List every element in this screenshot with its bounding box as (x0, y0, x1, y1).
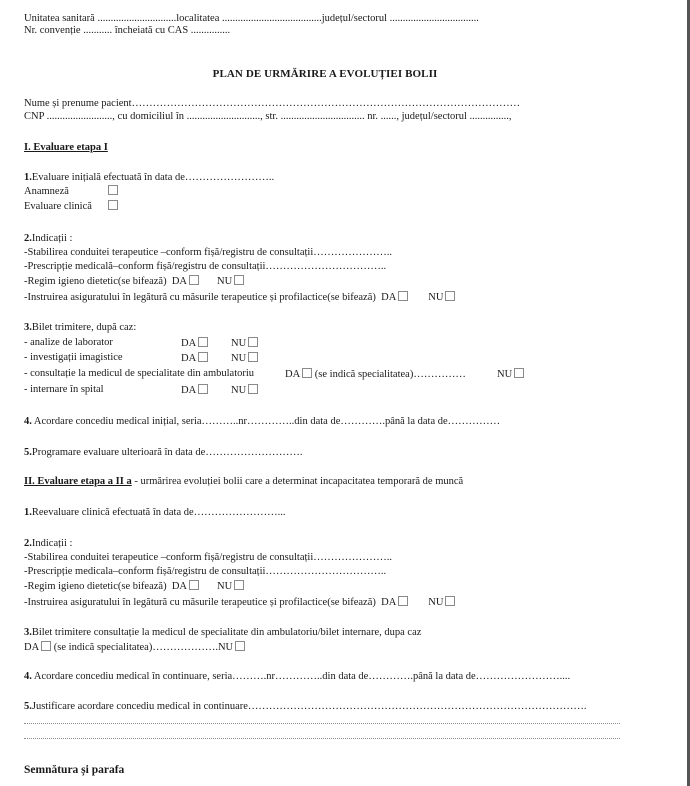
evaluare-clinica-row (24, 201, 92, 213)
referral-lab-row (24, 337, 247, 349)
stage2-diet-row (24, 580, 244, 593)
item-text: Indicații : (31, 538, 73, 549)
instruction-label: -Instruirea asiguratului în legătură cu măsurile terapeutice și profilactice(se bifează) (24, 597, 382, 608)
item-text: Acordare concediu medical inițial, seria………..nr…………..din data de………….până la data de…………… (31, 416, 501, 427)
stage1-heading: I. Evaluare etapa I (24, 142, 108, 153)
stage2-heading-rest: - urmărirea evoluției bolii care a determinat incapacitatea temporară de muncă (131, 476, 464, 487)
stage2-referral-row (24, 641, 245, 654)
item-number: 3. (24, 322, 32, 333)
specialty-note: (se indică specialitatea)…………… (314, 369, 466, 380)
da-label: DA (285, 369, 301, 380)
evaluare-clinica-label: Evaluare clinică (24, 201, 92, 212)
nu-group (231, 337, 258, 350)
referral-hospital-row (24, 384, 247, 396)
item-number: 4. (24, 416, 32, 427)
stage1-item1 (24, 172, 274, 184)
da-label: DA (181, 353, 197, 364)
evaluare-clinica-checkbox[interactable] (108, 200, 118, 210)
referral-specialist-label: - consultație la medicul de specialitate din ambulatoriu (24, 368, 255, 379)
lab-da-checkbox[interactable] (198, 337, 208, 347)
stage2-item2 (24, 538, 72, 550)
da-label: DA (381, 292, 397, 303)
diet-label: -Regim igieno dietetic(se bifează) (24, 276, 172, 287)
nu-label: NU (216, 276, 233, 287)
item-text: Indicații : (31, 233, 73, 244)
nu-label: NU (231, 385, 247, 396)
nu-label: NU (231, 338, 247, 349)
diet-da-checkbox[interactable] (189, 275, 199, 285)
nu-label: NU (231, 353, 247, 364)
item-text: Programare evaluare ulterioară în data de………………………. (31, 447, 303, 458)
page-title: PLAN DE URMĂRIRE A EVOLUȚIEI BOLII (212, 68, 438, 80)
stage1-item2 (24, 233, 72, 245)
imaging-da-checkbox[interactable] (198, 352, 208, 362)
da-group (181, 384, 208, 397)
instruction-nu-checkbox[interactable] (445, 291, 455, 301)
justification-dotted-line (24, 738, 620, 739)
referral-hospital-label: - internare în spital (24, 384, 104, 395)
anamneza-label: Anamneză (24, 186, 69, 197)
da-label: DA (171, 276, 187, 287)
instruction-da-checkbox[interactable] (398, 596, 408, 606)
da-label: DA (171, 581, 187, 592)
item-number: 1. (24, 172, 32, 183)
item-number: 2. (24, 233, 32, 244)
instruction-nu-checkbox[interactable] (445, 596, 455, 606)
da-label: DA (24, 642, 40, 653)
item-number: 4. (24, 671, 32, 682)
item-number: 3. (24, 627, 32, 638)
anamneza-row (24, 186, 69, 198)
instruction-label: -Instruirea asiguratului în legătură cu măsurile terapeutice și profilactice(se bifează) (24, 292, 382, 303)
specialist-da-checkbox[interactable] (302, 368, 312, 378)
item-text: Acordare concediu medical în continuare, seria……….nr…………..din data de………….până la data de…………………….... (31, 671, 571, 682)
patient-name-line: Nume și prenume pacient………………………………………………………………………………………………… (24, 98, 521, 109)
anamneza-checkbox[interactable] (108, 185, 118, 195)
stage1-item3 (24, 322, 136, 334)
stage2-referral-nu-checkbox[interactable] (235, 641, 245, 651)
stage2-item3 (24, 627, 421, 639)
stage2-indication-line: -Stabilirea conduitei terapeutice –conform fișă/registru de consultații………………….. (24, 552, 392, 563)
diet-da-checkbox[interactable] (189, 580, 199, 590)
nu-label: NU (497, 369, 513, 380)
stage2-heading-row (24, 476, 463, 488)
stage2-item4 (24, 671, 570, 683)
referral-specialist-row (24, 368, 513, 380)
diet-nu-checkbox[interactable] (234, 580, 244, 590)
da-label: DA (381, 597, 397, 608)
stage2-instruction-row (24, 596, 455, 609)
header-convention-line: Nr. convenție ........... încheiată cu CAS ............... (24, 25, 231, 36)
nu-label: NU (216, 581, 233, 592)
patient-cnp-line: CNP ........................., cu domiciliul în ............................, str. ................................ nr. ......, județul/sectorul ..............., (24, 111, 512, 122)
stage2-item5 (24, 701, 587, 713)
item-text: Bilet trimitere consultație la medicul de specialitate din ambulatoriu/bilet internare, dupa caz (31, 627, 422, 638)
stage1-diet-row (24, 275, 244, 288)
da-group (181, 337, 208, 350)
hospital-da-checkbox[interactable] (198, 384, 208, 394)
stage2-indication-line: -Prescripție medicala–conform fișă/registru de consultații…………………………….. (24, 566, 387, 577)
nu-label: NU (217, 642, 234, 653)
stage1-indication-line: -Stabilirea conduitei terapeutice –conform fișă/registru de consultații………………….. (24, 247, 392, 258)
nu-group (231, 352, 258, 365)
stage2-item1 (24, 507, 286, 519)
item-text: Reevaluare clinică efectuată în data de……………………... (31, 507, 286, 518)
stage1-item4 (24, 416, 500, 428)
stage1-indication-line: -Prescripție medicală–conform fișă/registru de consultații…………………………….. (24, 261, 387, 272)
diet-label: -Regim igieno dietetic(se bifează) (24, 581, 172, 592)
item-text: Bilet trimitere, după caz: (31, 322, 137, 333)
referral-imaging-row (24, 352, 247, 364)
header-unit-line: Unitatea sanitară ..............................localitatea ......................................județul/sectorul .................................. (24, 13, 479, 24)
instruction-da-checkbox[interactable] (398, 291, 408, 301)
nu-label: NU (428, 597, 444, 608)
da-group (285, 368, 466, 381)
specialty-note: (se indică specialitatea)………………. (51, 642, 218, 653)
nu-group (497, 368, 524, 381)
referral-imaging-label: - investigații imagistice (24, 352, 123, 363)
item-number: 2. (24, 538, 32, 549)
stage1-instruction-row (24, 291, 455, 304)
item-text: Evaluare inițială efectuată în data de…………………….. (31, 172, 275, 183)
referral-lab-label: - analize de laborator (24, 337, 113, 348)
justification-dotted-line (24, 723, 620, 724)
nu-label: NU (428, 292, 444, 303)
nu-group (231, 384, 258, 397)
da-label: DA (181, 338, 197, 349)
stage1-item5 (24, 447, 302, 459)
specialist-nu-checkbox[interactable] (514, 368, 524, 378)
item-text: Justificare acordare concediu medical in continuare……………………………………………………………………………………. (31, 701, 587, 712)
stage2-referral-da-checkbox[interactable] (41, 641, 51, 651)
item-number: 5. (24, 701, 32, 712)
signature-label: Semnătura și parafa (24, 764, 125, 776)
hospital-nu-checkbox[interactable] (248, 384, 258, 394)
stage2-heading: II. Evaluare etapa a II a (24, 476, 132, 487)
da-label: DA (181, 385, 197, 396)
imaging-nu-checkbox[interactable] (248, 352, 258, 362)
diet-nu-checkbox[interactable] (234, 275, 244, 285)
item-number: 1. (24, 507, 32, 518)
item-number: 5. (24, 447, 32, 458)
lab-nu-checkbox[interactable] (248, 337, 258, 347)
da-group (181, 352, 208, 365)
